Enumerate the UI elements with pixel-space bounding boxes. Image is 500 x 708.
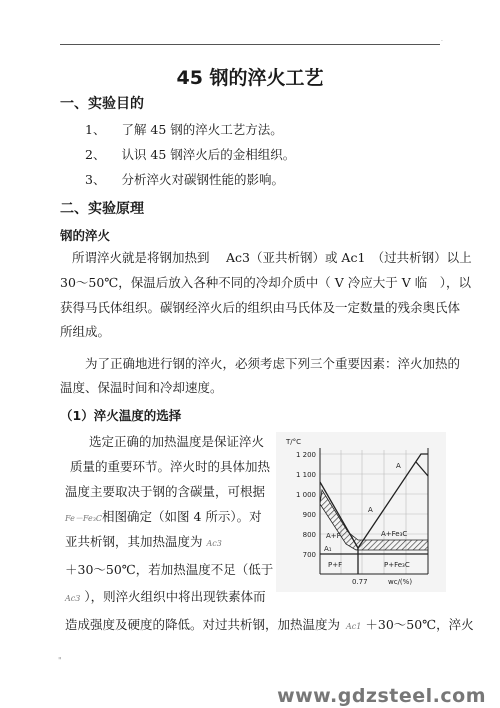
item-text: 分析淬火对碳钢性能的影响。: [121, 172, 284, 187]
para1-line1: 所谓淬火就是将钢加热到 Ac3（亚共析钢）或 Ac1 （过共析钢）以上: [72, 250, 472, 265]
item-number: 2、: [85, 147, 106, 162]
y-tick: 1 100: [295, 471, 316, 479]
item-text: 认识 45 钢淬火后的金相组织。: [121, 147, 296, 162]
corner-mark: ": [58, 656, 62, 665]
para3-line8: [65, 617, 474, 635]
y-tick: 700: [302, 551, 316, 559]
y-tick: 1 000: [295, 491, 316, 499]
list-item: [85, 172, 284, 188]
para1-line2: 30～50℃，保温后放入各种不同的冷却介质中（ V 冷应大于 V 临 ），以: [60, 275, 471, 290]
x-axis-labels: [352, 578, 412, 586]
y-axis-label: T/°C: [286, 438, 302, 446]
watermark: www.gdzsteel.com: [277, 685, 486, 707]
y-tick-labels: [285, 438, 316, 559]
document-title: 45 钢的淬火工艺: [176, 67, 324, 89]
region-a-fe3c: A+Fe₃C: [381, 530, 408, 538]
y-tick: 800: [302, 531, 316, 539]
para3-line8-end: ＋30～50℃，淬火: [365, 617, 474, 632]
fe-fe3c-label: Fe－Fe₃C: [65, 514, 103, 523]
para3-line4: [65, 509, 262, 527]
list-item: [85, 122, 283, 138]
y-tick: 900: [302, 511, 316, 519]
para3-line5-text: 亚共析钢，其加热温度为: [65, 534, 203, 549]
subsection-heading: （1）淬火温度的选择: [60, 408, 182, 423]
ac1-label: Ac1: [346, 622, 362, 631]
item-number: 1、: [85, 122, 106, 137]
para3-line8-text: 造成强度及硬度的降低。对过共析钢，加热温度为: [65, 617, 341, 632]
a1-line-label: A₁: [324, 545, 332, 553]
header-rule: [60, 44, 440, 45]
phase-diagram-figure: [276, 432, 446, 592]
region-a-f: A+F: [326, 532, 341, 540]
para1-line4: 所组成。: [60, 324, 111, 339]
para3-line4-text: 相图确定（如图 4 所示）。对: [102, 509, 262, 524]
x-axis-label: wc/(%): [388, 578, 413, 586]
quench-range-band: [320, 490, 428, 550]
para3-line5: [65, 534, 222, 552]
section1-heading: 一、实验目的: [60, 96, 144, 112]
para3-line3: 温度主要取决于钢的含碳量，可根据: [65, 484, 266, 499]
ac3-label: Ac3: [65, 594, 81, 603]
region-p-fe3c: P+Fe₃C: [384, 561, 410, 569]
para3-line1: 选定正确的加热温度是保证淬火: [89, 434, 265, 449]
y-tick: 1 200: [295, 451, 316, 459]
para2-line1: 为了正确地进行钢的淬火，必须考虑下列三个重要因素：淬火加热的: [85, 356, 461, 371]
para3-line7-text: ），则淬火组织中将出现铁素体而: [84, 589, 266, 604]
x-tick: 0.77: [352, 578, 368, 586]
para3-line6: ＋30～50℃，若加热温度不足（低于: [65, 562, 274, 577]
item-number: 3、: [85, 172, 106, 187]
ac3-label: Ac3: [206, 539, 222, 548]
section2-heading: 二、实验原理: [60, 201, 144, 217]
phase-diagram-svg: [276, 432, 446, 592]
item-text: 了解 45 钢的淬火工艺方法。: [121, 122, 283, 137]
region-austenite: A: [368, 506, 373, 514]
para3-line7: [65, 589, 266, 607]
list-item: [85, 147, 295, 163]
para1-line3: 获得马氏体组织。碳钢经淬火后的组织由马氏体及一定数量的残余奥氏体: [60, 300, 461, 315]
top-mark: .: [441, 36, 443, 43]
section2-subheading: 钢的淬火: [60, 228, 111, 243]
para2-line2: 温度、保温时间和冷却速度。: [60, 380, 223, 395]
para3-line2: 质量的重要环节。淬火时的具体加热: [70, 459, 271, 474]
region-p-f: P+F: [328, 561, 343, 569]
region-austenite: A: [396, 462, 401, 470]
